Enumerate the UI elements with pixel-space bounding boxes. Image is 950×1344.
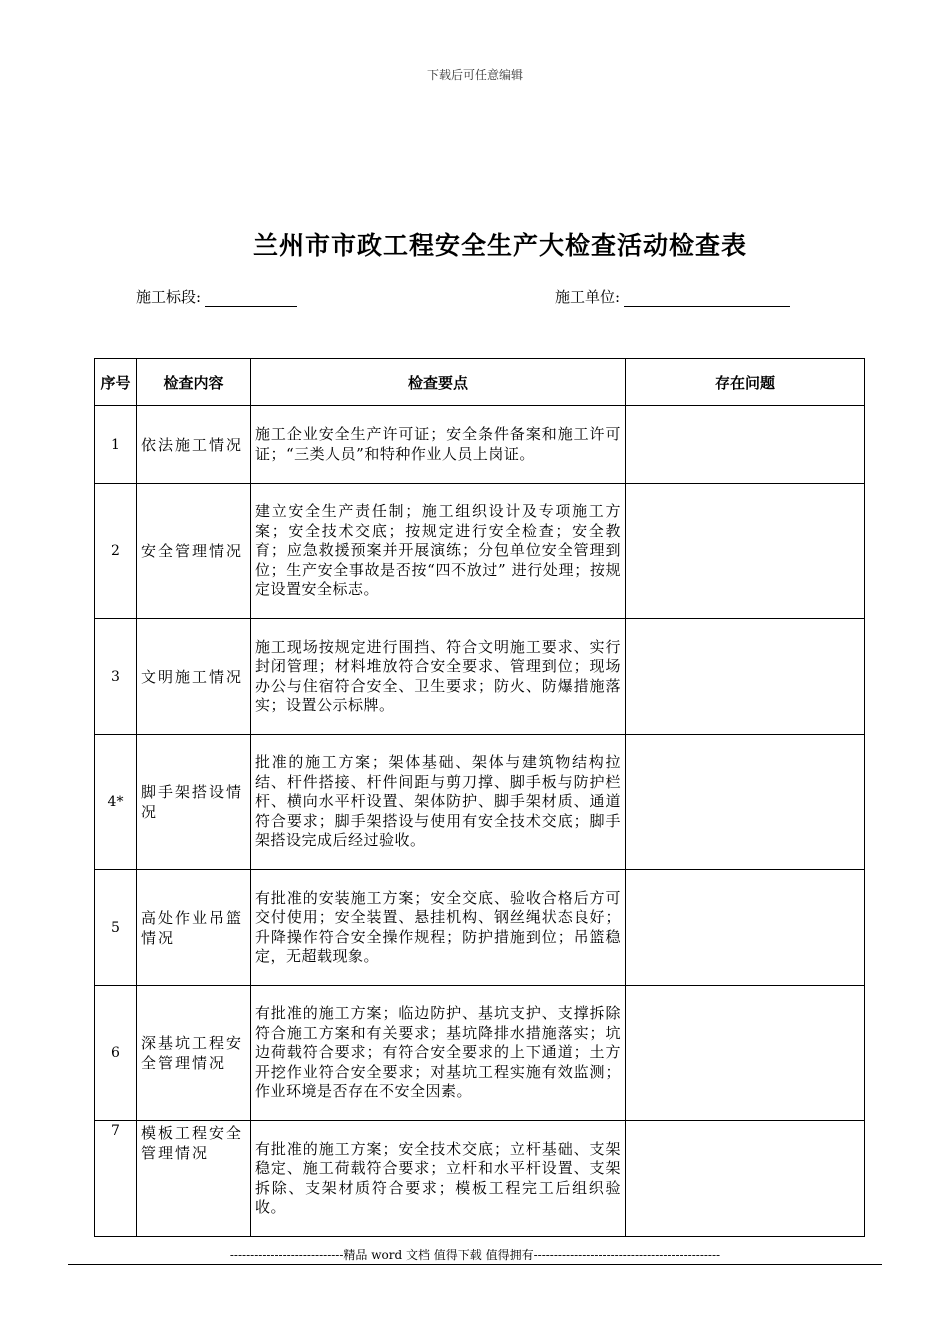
page-footer: ----------------------------精品 word 文档 值得下载 值得拥有---------------------------------------------- — [229, 1248, 721, 1262]
row-points: 施工企业安全生产许可证；安全条件备案和施工许可证；“三类人员”和特种作业人员上岗证。 — [251, 406, 626, 484]
footer-divider — [68, 1264, 882, 1265]
row-issue-cell[interactable] — [626, 484, 865, 619]
table-row — [95, 619, 865, 735]
page-title: 兰州市市政工程安全生产大检查活动检查表 — [252, 231, 747, 260]
unit-field — [555, 286, 790, 307]
row-points: 批准的施工方案；架体基础、架体与建筑物结构拉结、杆件搭接、杆件间距与剪刀撑、脚手板与防护栏杆、横向水平杆设置、架体防护、脚手架材质、通道符合要求；脚手架搭设与使用有安全技术交底；脚手架搭设完成后经过验收。 — [251, 735, 626, 870]
row-points: 施工现场按规定进行围挡、符合文明施工要求、实行封闭管理；材料堆放符合安全要求、管理到位；现场办公与住宿符合安全、卫生要求；防火、防爆措施落实；设置公示标牌。 — [251, 619, 626, 735]
row-issue-cell[interactable] — [626, 1121, 865, 1237]
header-item: 检查内容 — [137, 359, 251, 406]
row-item: 文明施工情况 — [137, 619, 251, 735]
table-header-row — [95, 359, 865, 406]
row-points: 有批准的施工方案；临边防护、基坑支护、支撑拆除符合施工方案和有关要求；基坑降排水措施落实；坑边荷载符合要求；有符合安全要求的上下通道；土方开挖作业符合安全要求；对基坑工程实施有效监测；作业环境是否存在不安全因素。 — [251, 986, 626, 1121]
section-label: 施工标段: — [136, 288, 202, 306]
row-num: 6 — [95, 986, 137, 1121]
header-points: 检查要点 — [251, 359, 626, 406]
table-row — [95, 870, 865, 986]
header-num: 序号 — [95, 359, 137, 406]
header-issue: 存在问题 — [626, 359, 865, 406]
row-issue-cell[interactable] — [626, 870, 865, 986]
row-num: 5 — [95, 870, 137, 986]
table-row — [95, 1121, 865, 1237]
row-points: 有批准的施工方案；安全技术交底；立杆基础、支架稳定、施工荷载符合要求；立杆和水平杆设置、支架拆除、支架材质符合要求；模板工程完工后组织验收。 — [251, 1121, 626, 1237]
row-points: 建立安全生产责任制；施工组织设计及专项施工方案；安全技术交底；按规定进行安全检查；安全教育；应急救援预案并开展演练；分包单位安全管理到位；生产安全事故是否按“四不放过” 进行处理；按规定设置安全标志。 — [251, 484, 626, 619]
section-blank-line — [205, 290, 297, 307]
row-num: 1 — [95, 406, 137, 484]
row-issue-cell[interactable] — [626, 406, 865, 484]
page-header-note: 下载后可任意编辑 — [426, 68, 523, 82]
row-issue-cell[interactable] — [626, 735, 865, 870]
row-item: 脚手架搭设情况 — [137, 735, 251, 870]
row-item: 深基坑工程安全管理情况 — [137, 986, 251, 1121]
table-row — [95, 484, 865, 619]
table-row — [95, 735, 865, 870]
table-row — [95, 986, 865, 1121]
table-row — [95, 406, 865, 484]
row-num: 7 — [95, 1121, 137, 1237]
row-num: 4* — [95, 735, 137, 870]
row-points: 有批准的安装施工方案；安全交底、验收合格后方可交付使用；安全装置、悬挂机构、钢丝绳状态良好；升降操作符合安全操作规程；防护措施到位；吊篮稳定，无超载现象。 — [251, 870, 626, 986]
unit-label: 施工单位: — [555, 288, 621, 306]
row-num: 2 — [95, 484, 137, 619]
unit-blank-line — [624, 290, 790, 307]
row-item: 依法施工情况 — [137, 406, 251, 484]
row-num: 3 — [95, 619, 137, 735]
row-issue-cell[interactable] — [626, 986, 865, 1121]
inspection-table — [94, 358, 865, 1237]
row-item: 安全管理情况 — [137, 484, 251, 619]
row-item: 高处作业吊篮情况 — [137, 870, 251, 986]
row-item: 模板工程安全管理情况 — [137, 1121, 251, 1237]
row-issue-cell[interactable] — [626, 619, 865, 735]
section-field — [136, 286, 297, 307]
